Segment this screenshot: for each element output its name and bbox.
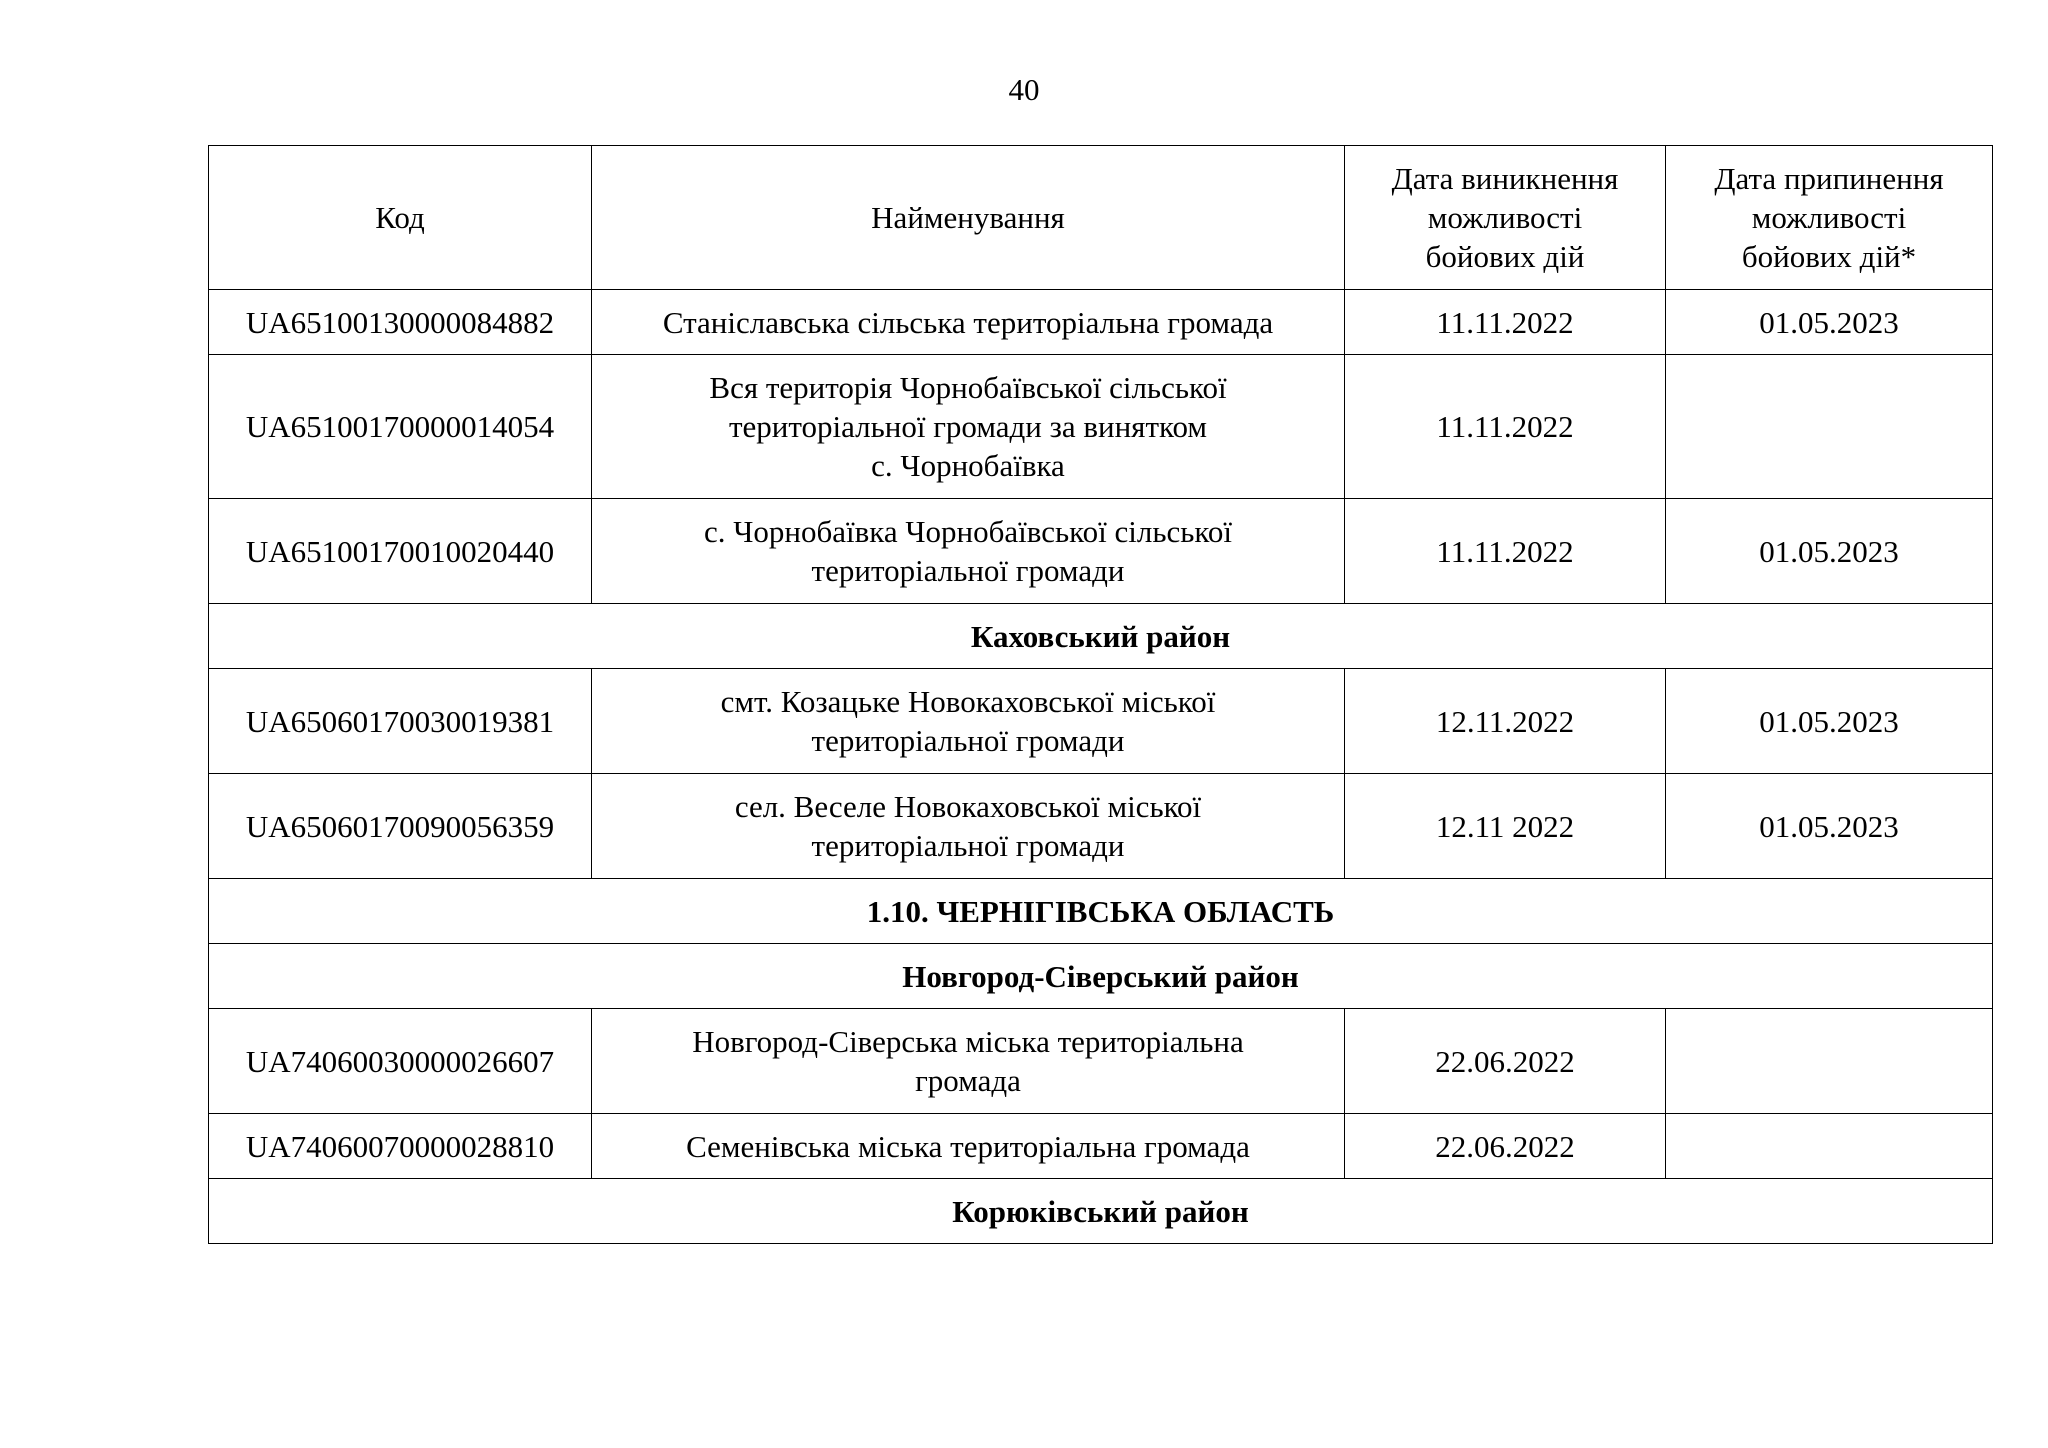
cell-code: UA65060170090056359 xyxy=(209,774,592,879)
header-start-date xyxy=(1345,146,1666,290)
header-start-line: Дата виникнення xyxy=(1391,161,1619,196)
cell-name-line: територіальної громади за винятком xyxy=(728,409,1208,444)
cell-name-line: територіальної громади xyxy=(811,828,1125,863)
table-row xyxy=(209,1009,1993,1114)
cell-name xyxy=(592,499,1345,604)
cell-name xyxy=(592,774,1345,879)
cell-end-date xyxy=(1666,355,1993,499)
section-row xyxy=(209,944,1993,1009)
cell-start-date: 11.11.2022 xyxy=(1345,290,1666,355)
header-start-line: можливості xyxy=(1427,200,1583,235)
cell-name-line: смт. Козацьке Новокаховської міської xyxy=(720,684,1216,719)
cell-end-date: 01.05.2023 xyxy=(1666,499,1993,604)
cell-code: UA65100130000084882 xyxy=(209,290,592,355)
cell-start-date: 11.11.2022 xyxy=(1345,355,1666,499)
table-row xyxy=(209,499,1993,604)
header-end-line: можливості xyxy=(1751,200,1907,235)
cell-name xyxy=(592,355,1345,499)
cell-code: UA65060170030019381 xyxy=(209,669,592,774)
cell-start-date: 12.11 2022 xyxy=(1345,774,1666,879)
cell-end-date: 01.05.2023 xyxy=(1666,290,1993,355)
cell-end-date: 01.05.2023 xyxy=(1666,774,1993,879)
cell-end-date xyxy=(1666,1114,1993,1179)
cell-name-line: с. Чорнобаївка xyxy=(871,448,1065,483)
cell-start-date: 11.11.2022 xyxy=(1345,499,1666,604)
section-row xyxy=(209,879,1993,944)
cell-start-date: 12.11.2022 xyxy=(1345,669,1666,774)
cell-start-date: 22.06.2022 xyxy=(1345,1009,1666,1114)
cell-code: UA74060070000028810 xyxy=(209,1114,592,1179)
header-code: Код xyxy=(209,146,592,290)
cell-code: UA65100170000014054 xyxy=(209,355,592,499)
section-heading: Корюківський район xyxy=(209,1179,1993,1244)
cell-start-date: 22.06.2022 xyxy=(1345,1114,1666,1179)
cell-code: UA65100170010020440 xyxy=(209,499,592,604)
table-row xyxy=(209,290,1993,355)
cell-name-line: Новгород-Сіверська міська територіальна xyxy=(692,1024,1244,1059)
cell-name-line: Вся територія Чорнобаївської сільської xyxy=(709,370,1227,405)
cell-end-date xyxy=(1666,1009,1993,1114)
cell-name-line: с. Чорнобаївка Чорнобаївської сільської xyxy=(704,514,1232,549)
cell-name-line: територіальної громади xyxy=(811,723,1125,758)
header-end-date xyxy=(1666,146,1993,290)
cell-name-line: сел. Веселе Новокаховської міської xyxy=(734,789,1202,824)
section-row xyxy=(209,604,1993,669)
page-number: 40 xyxy=(1008,72,1040,107)
table-header-row xyxy=(209,146,1993,290)
section-heading: Каховський район xyxy=(209,604,1993,669)
header-end-line: бойових дій* xyxy=(1741,239,1917,274)
section-heading: 1.10. ЧЕРНІГІВСЬКА ОБЛАСТЬ xyxy=(209,879,1993,944)
section-row xyxy=(209,1179,1993,1244)
cell-name xyxy=(592,1114,1345,1179)
header-name: Найменування xyxy=(592,146,1345,290)
cell-code: UA74060030000026607 xyxy=(209,1009,592,1114)
section-heading: Новгород-Сіверський район xyxy=(209,944,1993,1009)
cell-name-line: територіальної громади xyxy=(811,553,1125,588)
table-row xyxy=(209,1114,1993,1179)
cell-name xyxy=(592,290,1345,355)
cell-name-line: громада xyxy=(915,1063,1021,1098)
combat-zones-table xyxy=(208,145,1993,1244)
table-row xyxy=(209,355,1993,499)
cell-name-line: Станіславська сільська територіальна громада xyxy=(662,304,1274,340)
cell-name xyxy=(592,669,1345,774)
header-start-line: бойових дій xyxy=(1425,239,1585,274)
cell-name xyxy=(592,1009,1345,1114)
cell-name-line: Семенівська міська територіальна громада xyxy=(686,1128,1250,1164)
table-row xyxy=(209,774,1993,879)
header-end-line: Дата припинення xyxy=(1714,161,1944,196)
table-row xyxy=(209,669,1993,774)
cell-end-date: 01.05.2023 xyxy=(1666,669,1993,774)
